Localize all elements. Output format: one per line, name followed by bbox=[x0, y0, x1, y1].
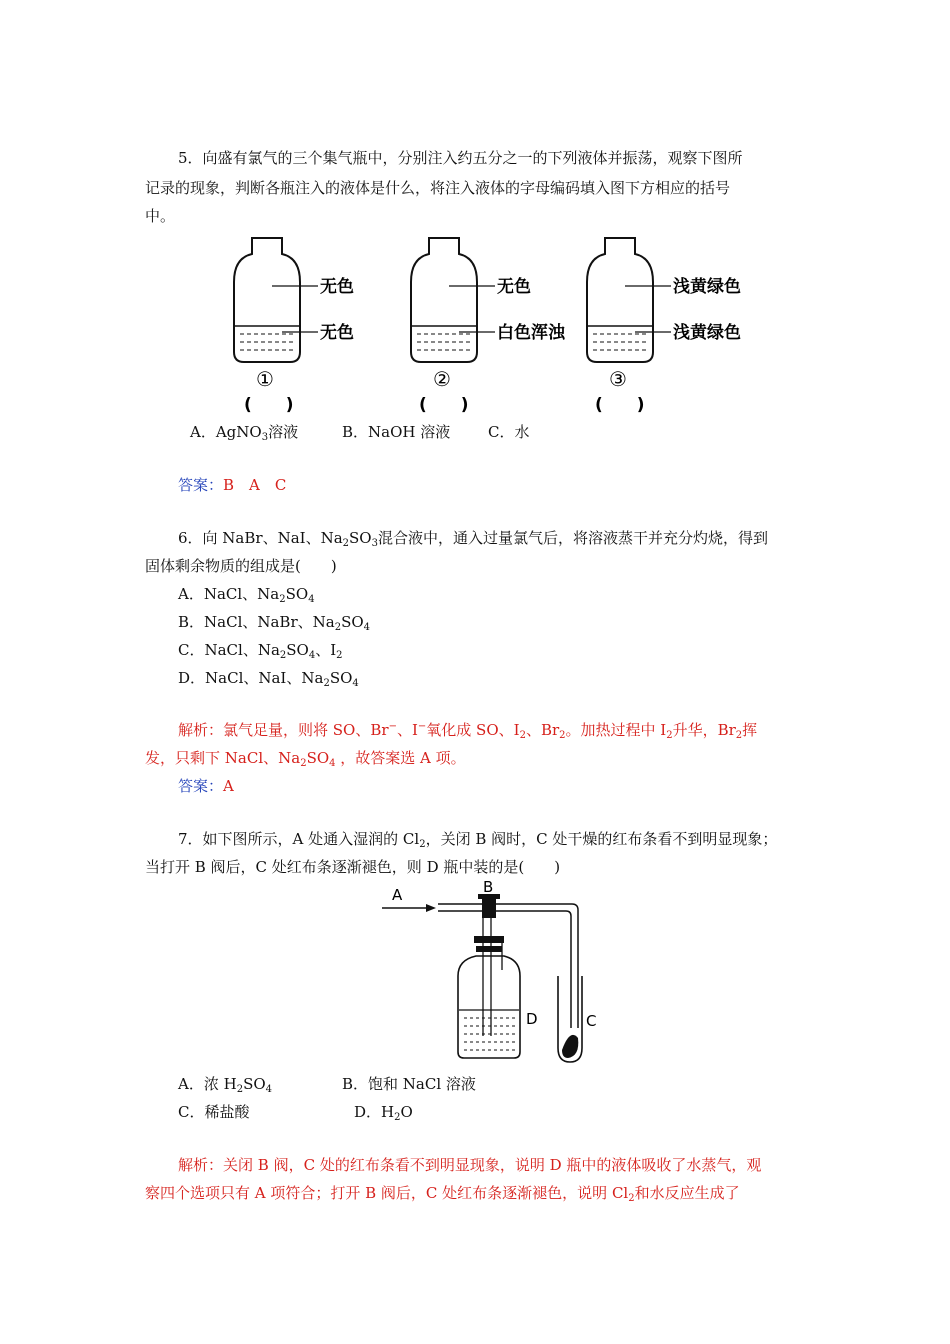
bottle-2-top-label: 无色 bbox=[497, 277, 531, 297]
label-d: D bbox=[526, 1010, 538, 1028]
q6-text-line1: 6．向 NaBr、NaI、$Na_2SO_3$混合液中，通入过量氯气后，将溶液蒸干并充分灼烧，得到 bbox=[178, 529, 768, 549]
q7-option-a: A．浓 $H_2SO_4$ bbox=[178, 1075, 273, 1095]
q6-analysis-line1: 解析：氯气足量，则将 SO、Br−、I−氧化成 SO、$I_2$、$Br_2$。加热过程中 $I_2$升华，$Br_2$挥 bbox=[178, 721, 758, 741]
q7-analysis-line2: 察四个选项只有 A 项符合；打开 B 阀后，C 处红布条逐渐褪色，说明 $Cl_2$和水反应生成了 bbox=[145, 1184, 740, 1204]
q6-option-d: D．NaCl、NaI、$Na_2SO_4$ bbox=[178, 669, 359, 689]
q7-text-line2: 当打开 B 阀后，C 处红布条逐渐褪色，则 D 瓶中装的是( ) bbox=[145, 858, 561, 876]
q7-text-line1: 7．如下图所示，A 处通入湿润的 $Cl_2$，关闭 B 阀时，C 处干燥的红布条看不到明显现象； bbox=[178, 830, 778, 850]
q6-option-c: C．NaCl、$Na_2SO_4$、$I_2$ bbox=[178, 641, 343, 661]
bottle-1 bbox=[234, 238, 354, 414]
bottle-2 bbox=[411, 238, 566, 414]
label-a: A bbox=[392, 886, 403, 904]
bottle-2-number: ② bbox=[433, 367, 451, 391]
bottle-1-number: ① bbox=[256, 367, 274, 391]
bottle-1-bracket: ( ) bbox=[244, 395, 294, 414]
q7-analysis-line1: 解析：关闭 B 阀，C 处的红布条看不到明显现象，说明 D 瓶中的液体吸收了水蒸气，观 bbox=[178, 1156, 762, 1174]
bottle-2-bracket: ( ) bbox=[419, 395, 469, 414]
q5-bottles-figure bbox=[220, 234, 780, 414]
q5-text-line2: 记录的现象，判断各瓶注入的液体是什么，将注入液体的字母编码填入图下方相应的括号 bbox=[145, 179, 731, 197]
q5-text-line1: 5．向盛有氯气的三个集气瓶中，分别注入约五分之一的下列液体并振荡，观察下图所 bbox=[178, 149, 743, 167]
q5-option-c: C．水 bbox=[488, 423, 530, 441]
bottle-1-bottom-label: 无色 bbox=[320, 323, 354, 343]
bottle-2-bottom-label: 白色浑浊 bbox=[497, 323, 565, 343]
bottle-3-number: ③ bbox=[609, 367, 627, 391]
q5-text-line3: 中。 bbox=[145, 207, 176, 225]
bottle-1-top-label: 无色 bbox=[320, 277, 354, 297]
q7-option-b: B．饱和 NaCl 溶液 bbox=[342, 1075, 476, 1093]
q6-text-line2: 固体剩余物质的组成是( ) bbox=[145, 557, 337, 575]
q5-option-b: B．NaOH 溶液 bbox=[342, 423, 451, 441]
q6-analysis-line2: 发，只剩下 NaCl、$Na_2SO_4$ ，故答案选 A 项。 bbox=[145, 749, 466, 769]
label-c: C bbox=[586, 1012, 597, 1030]
bottle-3-bracket: ( ) bbox=[595, 395, 645, 414]
bottle-3-top-label: 浅黄绿色 bbox=[673, 277, 741, 297]
q5-option-a: A．AgNO$_3$溶液 bbox=[190, 423, 299, 443]
q5-answer: 答案：B A C bbox=[178, 476, 287, 494]
q7-option-c: C．稀盐酸 bbox=[178, 1103, 250, 1121]
q7-apparatus-figure bbox=[380, 880, 620, 1065]
bottle-3-bottom-label: 浅黄绿色 bbox=[673, 323, 741, 343]
q6-answer: 答案：A bbox=[178, 777, 234, 795]
q7-option-d: D．$H_2O$ bbox=[354, 1103, 413, 1123]
q6-option-a: A．NaCl、$Na_2SO_4$ bbox=[178, 585, 315, 605]
label-b: B bbox=[483, 880, 494, 896]
q6-option-b: B．NaCl、NaBr、$Na_2SO_4$ bbox=[178, 613, 371, 633]
bottle-3 bbox=[587, 238, 741, 414]
